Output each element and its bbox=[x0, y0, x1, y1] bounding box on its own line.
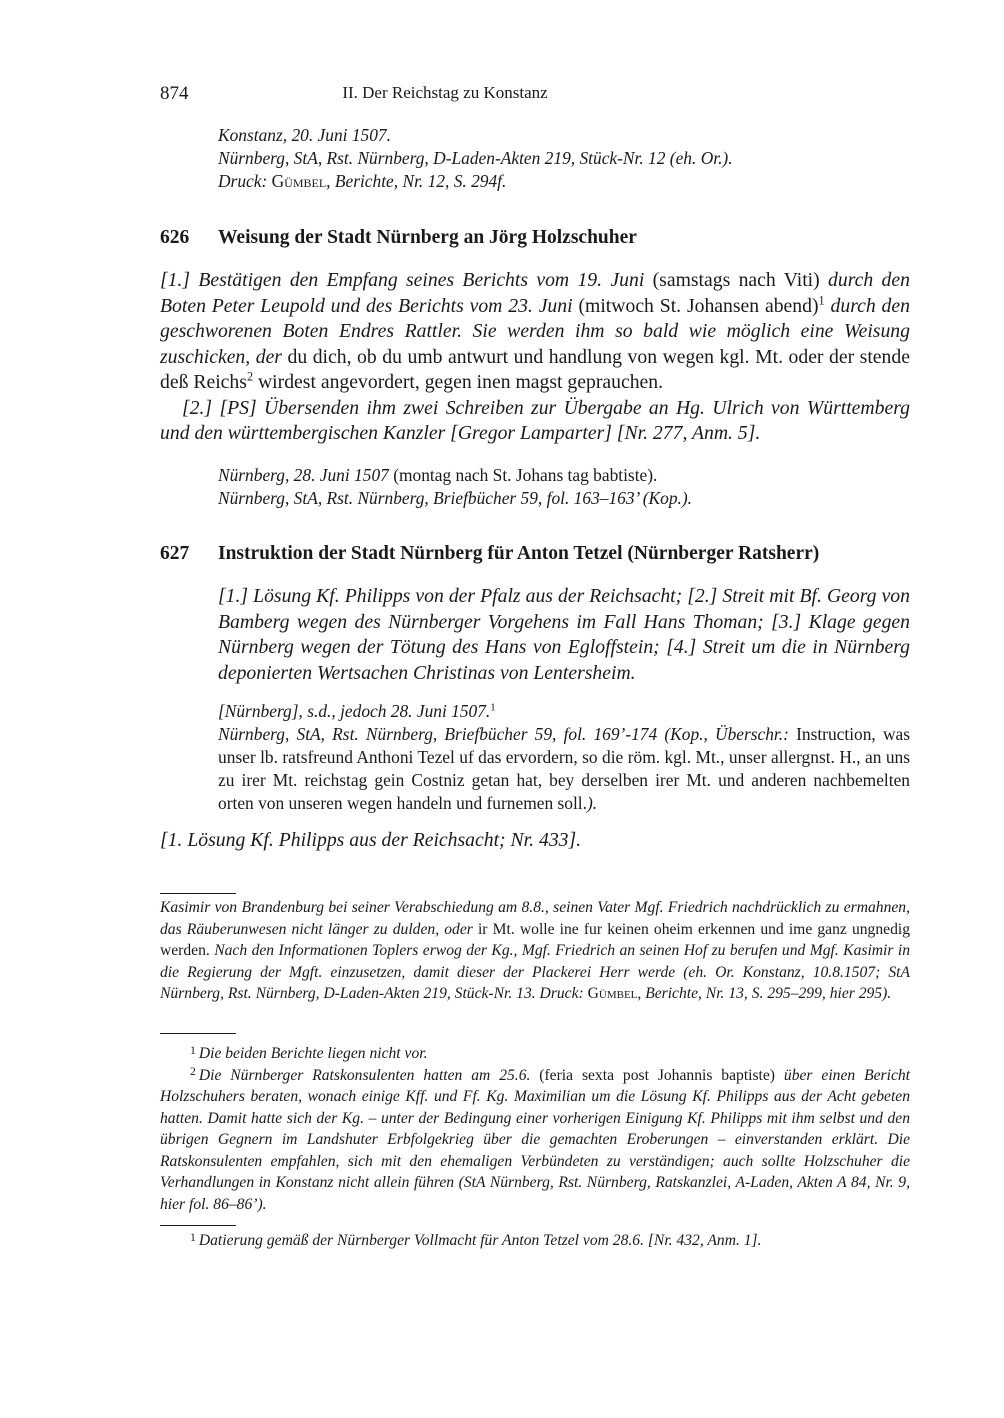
ref-print-line: Druck: Gümbel, Berichte, Nr. 12, S. 294f. bbox=[218, 171, 507, 191]
ref-date-line: Nürnberg, 28. Juni 1507 (montag nach St. Johans tag babtiste). bbox=[218, 465, 658, 485]
footnote-mark: 2 bbox=[246, 369, 254, 384]
doc-626-body bbox=[160, 268, 910, 447]
footnote-1: $^1$ Datierung gemäß der Nürnberger Vollmacht für Anton Tetzel vom 28.6. [Nr. 432, Anm. 1]. bbox=[190, 1230, 762, 1249]
footnote-rule bbox=[160, 1033, 236, 1034]
doc-title: Weisung der Stadt Nürnberg an Jörg Holzschuher bbox=[218, 227, 637, 248]
footnote-rule bbox=[160, 893, 236, 894]
ref-date-line: Konstanz, 20. Juni 1507. bbox=[218, 125, 391, 145]
paragraph-1: [1.] Bestätigen den Empfang seines Berichts vom 19. Juni (samstags nach Viti) durch den Boten Peter Leupold und des Berichts vom 23. Juni (mitwoch St. Johansen abend)$^1$ durch den geschworenen Boten Endres Rattler. Sie werden ihm so bald wie möglich eine Weisung zuschicken, der du dich, ob du umb antwurt und handlung von wegen kgl. Mt. oder der stende deß Reichs$^2$ wirdest angevordert, gegen inen magst geprauchen. bbox=[160, 269, 910, 393]
doc-number: 626 bbox=[160, 227, 190, 248]
footnotes-627 bbox=[160, 1230, 910, 1252]
footnote-mark: 1 bbox=[490, 701, 496, 714]
footnote-mark: 1 bbox=[818, 292, 825, 307]
ref-archive-line: Nürnberg, StA, Rst. Nürnberg, Briefbücher 59, fol. 163–163’ (Kop.). bbox=[218, 488, 693, 508]
author-smallcaps: Gümbel bbox=[271, 171, 327, 191]
doc-627-reference bbox=[218, 700, 910, 815]
footnote-2: $^2$ Die Nürnberger Ratskonsulenten hatten am 25.6. (feria sexta post Johannis baptiste) über einen Bericht Holzschuhers beraten, wonach einige Kff. und Ff. Kg. Maximilian um die Lösung Kf. Philipps aus der Acht gebeten hatten. Damit hatte sich der Kg. – unter der Bedingung einer vorherigen Einigung Kf. Philipps mit ihm selbst und den übrigen Gegnern im Landshuter Erbfolgekrieg über die gemachten Eroberungen – einverstanden erklärt. Die Ratskonsulenten empfahlen, sich mit den ehemaligen Verbündeten zu verständigen; auch sollte Holzschuher die Verhandlungen in Konstanz nicht allein führen (StA Nürnberg, Rst. Nürnberg, Ratskanzlei, A-Laden, Akten A 84, Nr. 9, hier fol. 86–86’). bbox=[160, 1065, 910, 1213]
doc-627-heading bbox=[160, 541, 910, 567]
footnotes-previous-continued: Kasimir von Brandenburg bei seiner Verabschiedung am 8.8., seinen Vater Mgf. Friedrich nachdrücklich zu ermahnen, das Räuberunwesen nicht länger zu dulden, oder ir Mt. wolle ine fur keinen oheim erkennen und ime ganz ungnedig werden. Nach den Informationen Toplers erwog der Kg., Mgf. Friedrich an seinen Hof zu berufen und Mgf. Kasimir in die Regierung der Mgft. einzusetzen, damit dieser der Plackerei Herr werde (eh. Or. Konstanz, 10.8.1507; StA Nürnberg, Rst. Nürnberg, D-Laden-Akten 219, Stück-Nr. 13. Druck: Gümbel, Berichte, Nr. 13, S. 295–299, hier 295). bbox=[160, 899, 910, 1002]
doc-number: 627 bbox=[160, 543, 190, 564]
doc-627-regest: [1.] Lösung Kf. Philipps von der Pfalz aus der Reichsacht; [2.] Streit mit Bf. Georg von Bamberg wegen des Nürnberger Vorgehens im Fall Hans Thoman; [3.] Klage gegen Nürnberg wegen der Tötung des Hans von Egloffstein; [4.] Streit um die in Nürnberg deponierten Wertsachen Christinas von Lentersheim. bbox=[218, 585, 910, 684]
doc-title: Instruktion der Stadt Nürnberg für Anton Tetzel (Nürnberger Ratsherr) bbox=[218, 543, 820, 564]
doc-627-section-1: [1. Lösung Kf. Philipps aus der Reichsacht; Nr. 433]. bbox=[160, 829, 582, 851]
footnotes-626 bbox=[160, 1043, 910, 1215]
page-header bbox=[160, 83, 910, 107]
ref-date-line: [Nürnberg], s.d., jedoch 28. Juni 1507.$^1$ bbox=[218, 701, 496, 721]
previous-document-reference bbox=[218, 124, 910, 193]
doc-626-reference bbox=[218, 464, 910, 510]
footnote-1: $^1$ Die beiden Berichte liegen nicht vor. bbox=[190, 1043, 428, 1062]
footnote-rule bbox=[160, 1225, 236, 1226]
ref-archive-line: Nürnberg, StA, Rst. Nürnberg, Briefbücher 59, fol. 169’-174 (Kop., Überschr.: Instruction, was unser lb. ratsfreund Anthoni Tezel uf das ervordern, so die röm. kgl. Mt., unser allergnst. H., an uns zu irer Mt. reichstag gein Costniz getan hat, bey derselben irer Mt. und anderen nachbemelten orten von unseren wegen handeln und furnemen soll.). bbox=[218, 724, 911, 813]
author-smallcaps: Gümbel bbox=[587, 985, 638, 1002]
ref-archive-line: Nürnberg, StA, Rst. Nürnberg, D-Laden-Akten 219, Stück-Nr. 12 (eh. Or.). bbox=[218, 148, 733, 168]
page-number: 874 bbox=[160, 83, 189, 104]
running-title: II. Der Reichstag zu Konstanz bbox=[342, 83, 548, 102]
doc-626-heading bbox=[160, 225, 910, 251]
paragraph-2: [2.] [PS] Übersenden ihm zwei Schreiben zur Übergabe an Hg. Ulrich von Württemberg und den württembergischen Kanzler [Gregor Lamparter] [Nr. 277, Anm. 5]. bbox=[160, 396, 910, 444]
